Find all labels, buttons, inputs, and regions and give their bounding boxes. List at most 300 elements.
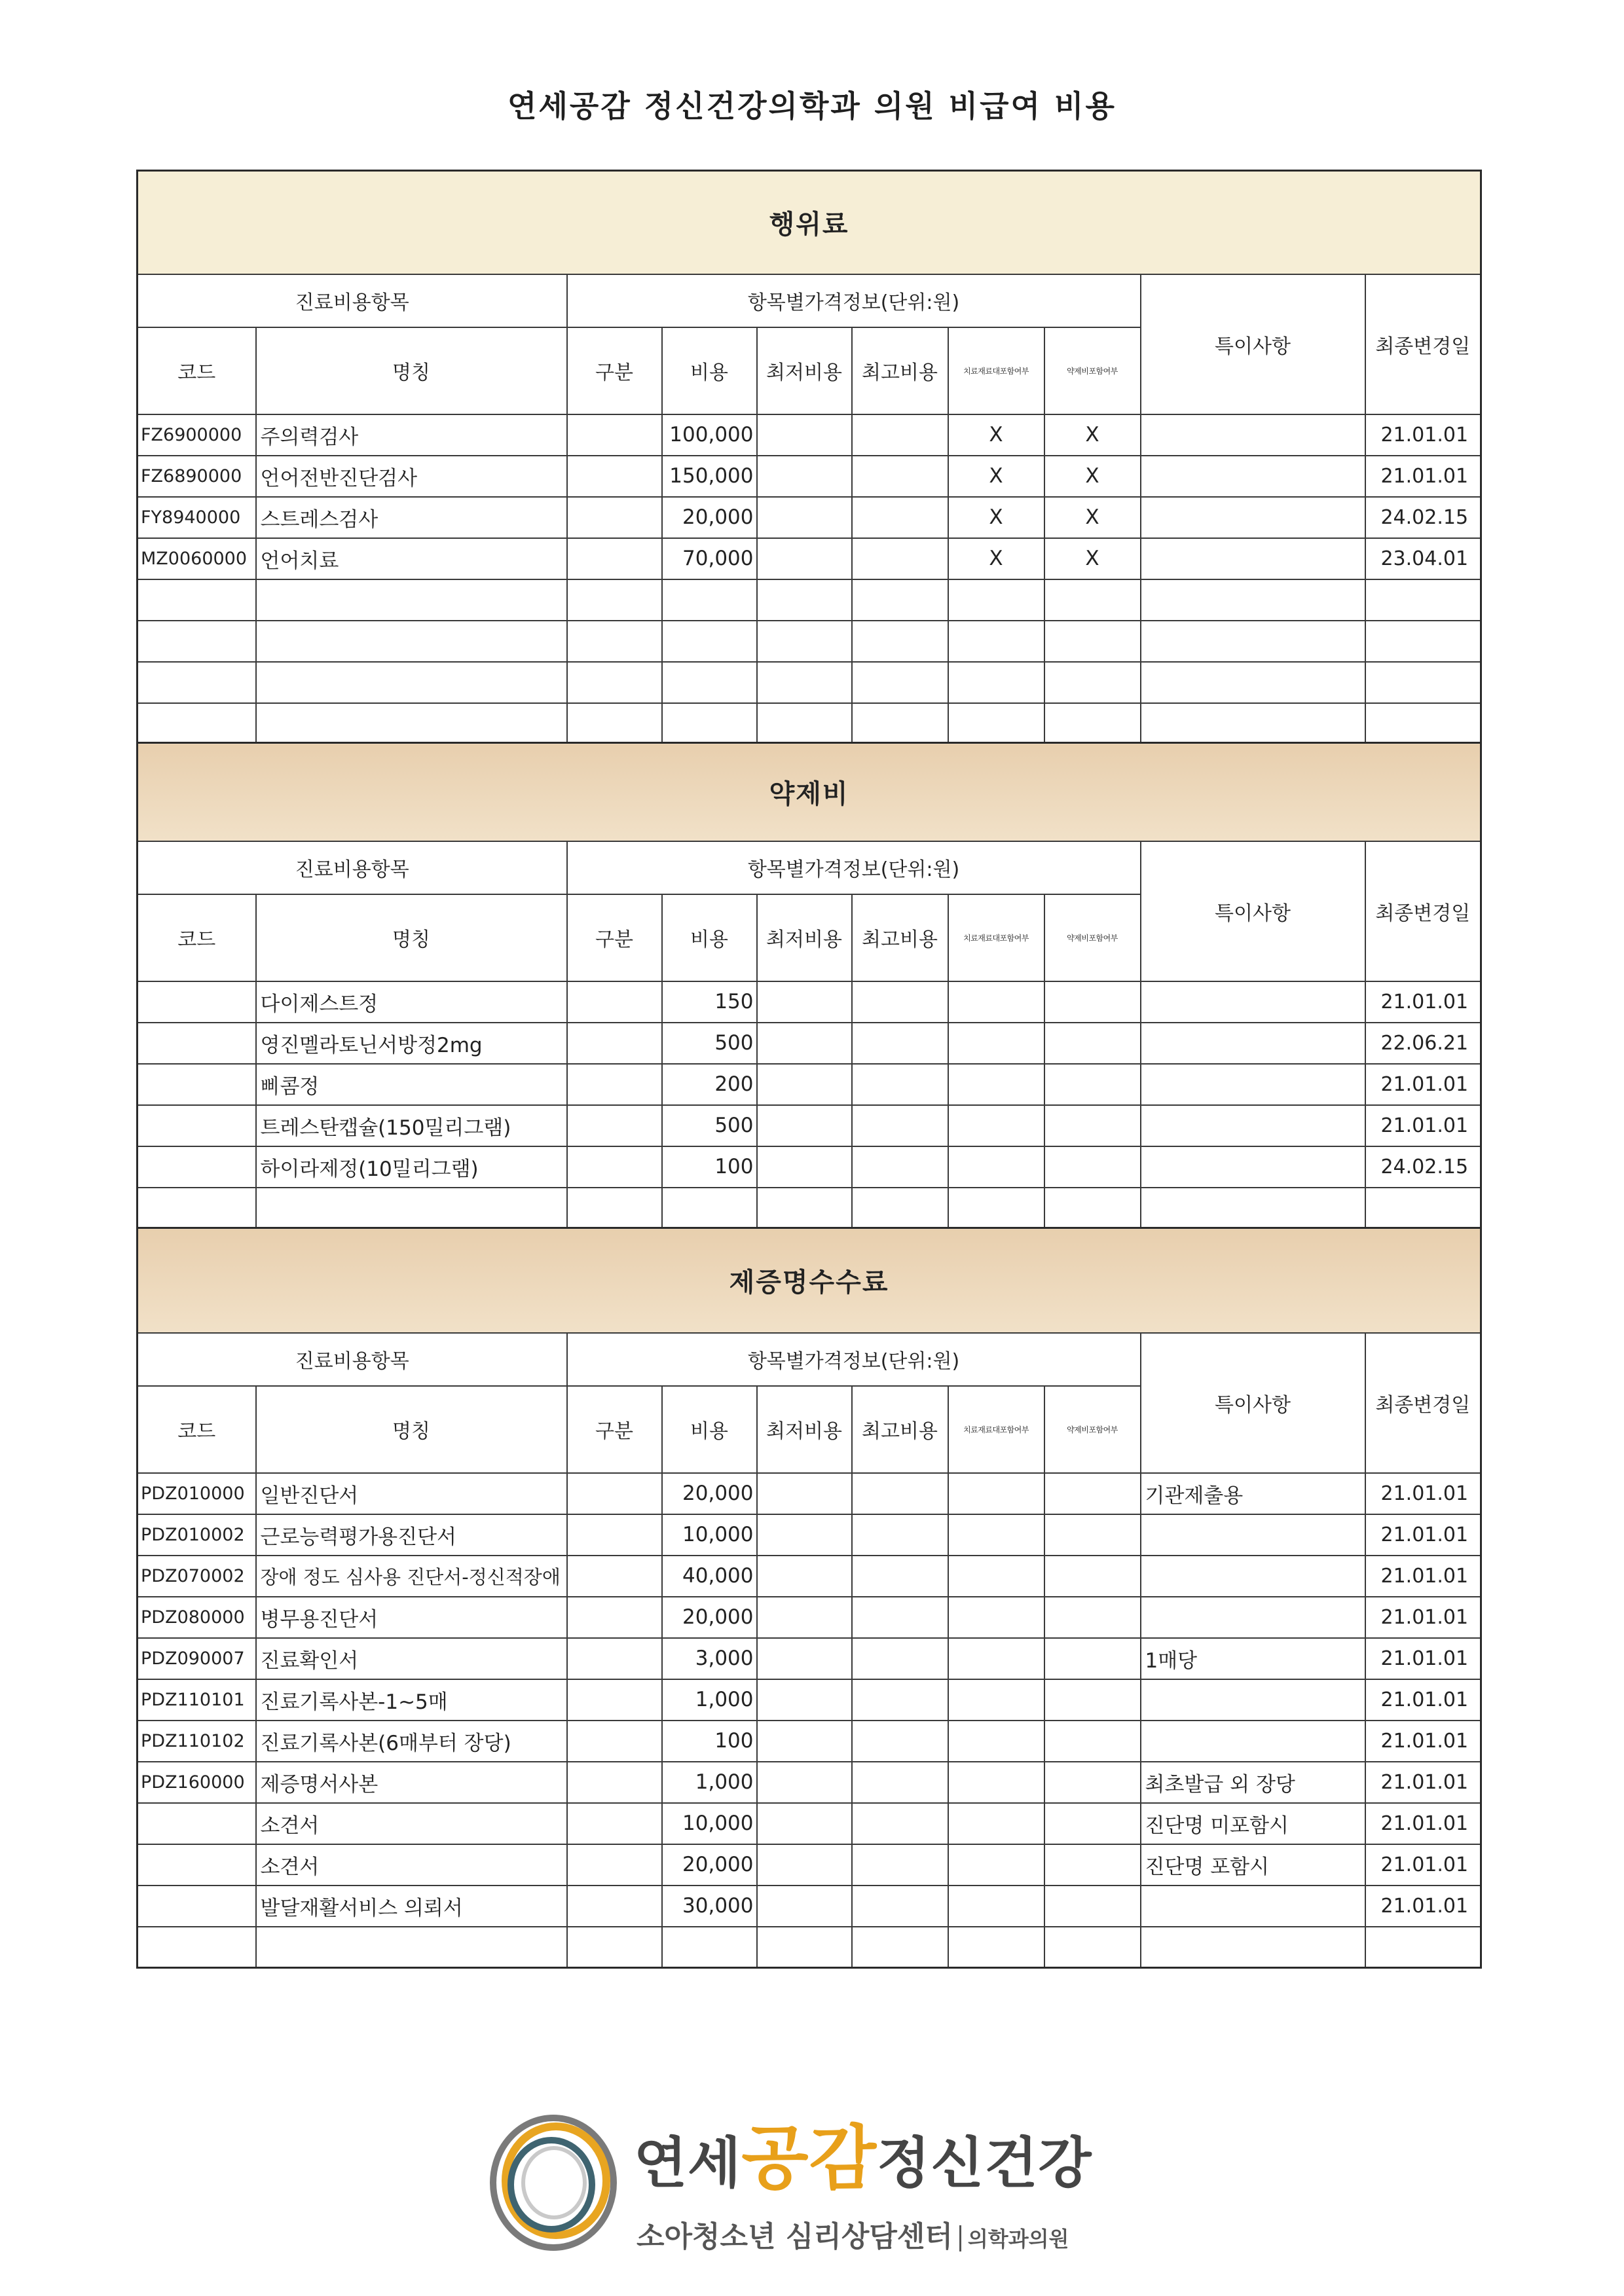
code-cell [138, 981, 256, 1023]
price-group-header: 항목별가격정보(단위:원) [567, 274, 1141, 327]
table-row-empty [138, 1927, 1481, 1968]
note-header: 특이사항 [1141, 1333, 1365, 1473]
table-row [138, 1514, 1481, 1556]
date-cell [1365, 621, 1481, 662]
drug-included-cell [1044, 662, 1141, 703]
category-cell [567, 456, 662, 497]
category-cell [567, 1638, 662, 1679]
name-cell: 영진멜라토닌서방정2mg [256, 1023, 567, 1064]
date-cell: 21.01.01 [1365, 1721, 1481, 1762]
max-cost-header: 최고비용 [852, 1386, 948, 1473]
code-cell: PDZ010002 [138, 1514, 256, 1556]
cost-header: 비용 [662, 894, 757, 981]
max-cost-cell [852, 1844, 948, 1886]
note-cell [1141, 981, 1365, 1023]
table-row [138, 414, 1481, 456]
max-cost-cell [852, 456, 948, 497]
item-group-header: 진료비용항목 [138, 274, 567, 327]
note-cell [1141, 1597, 1365, 1638]
max-cost-cell [852, 1638, 948, 1679]
material-included-cell [948, 1023, 1044, 1064]
category-cell [567, 981, 662, 1023]
table-row [138, 1597, 1481, 1638]
drug-included-cell: X [1044, 456, 1141, 497]
min-cost-cell [757, 1514, 852, 1556]
drug-included-cell [1044, 1597, 1141, 1638]
updated-header: 최종변경일 [1365, 841, 1481, 981]
cost-cell: 500 [662, 1105, 757, 1146]
max-cost-cell [852, 1105, 948, 1146]
name-cell [256, 703, 567, 744]
date-cell: 21.01.01 [1365, 1064, 1481, 1105]
min-cost-cell [757, 1638, 852, 1679]
code-cell: FZ6890000 [138, 456, 256, 497]
date-cell: 21.01.01 [1365, 1556, 1481, 1597]
drug-included-cell [1044, 981, 1141, 1023]
category-cell [567, 1473, 662, 1514]
cost-cell: 70,000 [662, 538, 757, 579]
cost-header: 비용 [662, 1386, 757, 1473]
min-cost-cell [757, 981, 852, 1023]
name-header: 명칭 [256, 327, 567, 414]
name-cell [256, 662, 567, 703]
material-included-cell [948, 1762, 1044, 1803]
name-header: 명칭 [256, 1386, 567, 1473]
item-group-header: 진료비용항목 [138, 841, 567, 894]
date-cell [1365, 579, 1481, 621]
code-cell [138, 579, 256, 621]
name-cell: 병무용진단서 [256, 1597, 567, 1638]
max-cost-cell [852, 579, 948, 621]
cost-cell: 100 [662, 1721, 757, 1762]
drug-included-cell [1044, 1473, 1141, 1514]
min-cost-cell [757, 538, 852, 579]
material-included-cell [948, 1146, 1044, 1188]
code-cell [138, 1064, 256, 1105]
note-header: 특이사항 [1141, 841, 1365, 981]
code-header: 코드 [138, 894, 256, 981]
cost-cell [662, 621, 757, 662]
category-header: 구분 [567, 894, 662, 981]
note-cell [1141, 1679, 1365, 1721]
date-cell: 21.01.01 [1365, 1473, 1481, 1514]
material-included-header: 치료재료대포함여부 [948, 327, 1044, 414]
min-cost-cell [757, 1803, 852, 1844]
max-cost-cell [852, 662, 948, 703]
material-included-cell [948, 1679, 1044, 1721]
date-cell [1365, 1188, 1481, 1229]
drug-included-cell [1044, 1844, 1141, 1886]
cost-cell: 20,000 [662, 1473, 757, 1514]
fee-table-certificates [136, 1227, 1482, 1969]
drug-included-cell [1044, 1188, 1141, 1229]
max-cost-cell [852, 1556, 948, 1597]
table-row [138, 1638, 1481, 1679]
date-cell: 21.01.01 [1365, 414, 1481, 456]
note-cell [1141, 1064, 1365, 1105]
drug-included-cell [1044, 1514, 1141, 1556]
min-cost-cell [757, 1679, 852, 1721]
code-cell [138, 662, 256, 703]
note-cell [1141, 1556, 1365, 1597]
name-cell [256, 1927, 567, 1968]
max-cost-cell [852, 981, 948, 1023]
code-cell: PDZ110101 [138, 1679, 256, 1721]
material-included-header: 치료재료대포함여부 [948, 894, 1044, 981]
code-cell: PDZ160000 [138, 1762, 256, 1803]
date-cell: 21.01.01 [1365, 1679, 1481, 1721]
table-row [138, 1064, 1481, 1105]
drug-included-cell [1044, 1679, 1141, 1721]
date-cell: 21.01.01 [1365, 1762, 1481, 1803]
max-cost-header: 최고비용 [852, 894, 948, 981]
fee-table-procedures [136, 170, 1482, 745]
max-cost-cell [852, 1146, 948, 1188]
max-cost-cell [852, 1721, 948, 1762]
section-band [138, 743, 1481, 841]
code-cell: PDZ090007 [138, 1638, 256, 1679]
cost-cell: 1,000 [662, 1679, 757, 1721]
max-cost-cell [852, 1762, 948, 1803]
note-cell [1141, 1105, 1365, 1146]
table-row [138, 1146, 1481, 1188]
category-cell [567, 662, 662, 703]
date-cell: 21.01.01 [1365, 981, 1481, 1023]
code-cell [138, 1105, 256, 1146]
cost-cell [662, 1927, 757, 1968]
cost-cell: 200 [662, 1064, 757, 1105]
note-cell [1141, 1514, 1365, 1556]
min-cost-cell [757, 1721, 852, 1762]
logo-name-part: 연세 [634, 2131, 742, 2195]
drug-included-cell: X [1044, 497, 1141, 538]
cost-cell: 20,000 [662, 1844, 757, 1886]
material-included-cell: X [948, 497, 1044, 538]
material-included-cell [948, 981, 1044, 1023]
category-header: 구분 [567, 327, 662, 414]
note-cell [1141, 456, 1365, 497]
logo-divider [959, 2225, 961, 2251]
drug-included-cell [1044, 579, 1141, 621]
note-cell: 기관제출용 [1141, 1473, 1365, 1514]
material-included-cell [948, 1188, 1044, 1229]
name-cell: 진료기록사본-1~5매 [256, 1679, 567, 1721]
note-cell [1141, 1023, 1365, 1064]
date-cell: 21.01.01 [1365, 1597, 1481, 1638]
category-cell [567, 1556, 662, 1597]
material-included-cell [948, 1105, 1044, 1146]
code-cell [138, 1844, 256, 1886]
code-cell: FY8940000 [138, 497, 256, 538]
material-included-cell: X [948, 414, 1044, 456]
max-cost-cell [852, 621, 948, 662]
note-cell [1141, 621, 1365, 662]
note-cell: 진단명 포함시 [1141, 1844, 1365, 1886]
cost-cell: 3,000 [662, 1638, 757, 1679]
category-cell [567, 1105, 662, 1146]
category-cell [567, 1597, 662, 1638]
name-cell: 주의력검사 [256, 414, 567, 456]
cost-cell: 150,000 [662, 456, 757, 497]
table-row [138, 1844, 1481, 1886]
cost-header: 비용 [662, 327, 757, 414]
max-cost-header: 최고비용 [852, 327, 948, 414]
material-included-cell [948, 1064, 1044, 1105]
code-cell: PDZ080000 [138, 1597, 256, 1638]
name-cell: 트레스탄캡슐(150밀리그램) [256, 1105, 567, 1146]
max-cost-cell [852, 1473, 948, 1514]
material-included-cell [948, 1803, 1044, 1844]
category-cell [567, 1679, 662, 1721]
max-cost-cell [852, 1886, 948, 1927]
drug-included-cell [1044, 1023, 1141, 1064]
category-cell [567, 703, 662, 744]
table-row-empty [138, 662, 1481, 703]
cost-cell [662, 703, 757, 744]
material-included-cell [948, 1514, 1044, 1556]
material-included-cell [948, 579, 1044, 621]
note-cell [1141, 1188, 1365, 1229]
drug-included-cell [1044, 1927, 1141, 1968]
material-included-cell [948, 1721, 1044, 1762]
name-cell [256, 579, 567, 621]
drug-included-cell [1044, 1638, 1141, 1679]
table-row-empty [138, 1188, 1481, 1229]
max-cost-cell [852, 1514, 948, 1556]
table-row [138, 1762, 1481, 1803]
name-cell: 근로능력평가용진단서 [256, 1514, 567, 1556]
price-group-header: 항목별가격정보(단위:원) [567, 1333, 1141, 1386]
min-cost-cell [757, 1597, 852, 1638]
note-cell [1141, 662, 1365, 703]
name-cell: 소견서 [256, 1803, 567, 1844]
min-cost-cell [757, 1146, 852, 1188]
table-row [138, 1473, 1481, 1514]
logo-name-part: 정신건강 [877, 2131, 1092, 2195]
material-included-cell [948, 1597, 1044, 1638]
category-cell [567, 1762, 662, 1803]
drug-included-cell [1044, 703, 1141, 744]
category-cell [567, 538, 662, 579]
note-header: 특이사항 [1141, 274, 1365, 414]
cost-cell: 30,000 [662, 1886, 757, 1927]
min-cost-cell [757, 579, 852, 621]
cost-cell: 10,000 [662, 1514, 757, 1556]
material-included-header: 치료재료대포함여부 [948, 1386, 1044, 1473]
date-cell [1365, 662, 1481, 703]
drug-included-cell [1044, 1146, 1141, 1188]
cost-cell: 100,000 [662, 414, 757, 456]
code-cell [138, 1023, 256, 1064]
code-header: 코드 [138, 1386, 256, 1473]
date-cell: 22.06.21 [1365, 1023, 1481, 1064]
section-band [138, 1228, 1481, 1333]
note-cell [1141, 1721, 1365, 1762]
note-cell [1141, 1146, 1365, 1188]
price-group-header: 항목별가격정보(단위:원) [567, 841, 1141, 894]
code-cell: PDZ110102 [138, 1721, 256, 1762]
max-cost-cell [852, 414, 948, 456]
date-cell: 21.01.01 [1365, 1886, 1481, 1927]
table-row [138, 981, 1481, 1023]
table-row [138, 538, 1481, 579]
name-cell: 언어전반진단검사 [256, 456, 567, 497]
code-cell: PDZ010000 [138, 1473, 256, 1514]
max-cost-cell [852, 538, 948, 579]
table-row [138, 456, 1481, 497]
cost-cell: 150 [662, 981, 757, 1023]
note-cell: 진단명 미포함시 [1141, 1803, 1365, 1844]
code-header: 코드 [138, 327, 256, 414]
max-cost-cell [852, 1064, 948, 1105]
logo-name-accent: 공감 [741, 2118, 877, 2198]
min-cost-cell [757, 621, 852, 662]
code-cell [138, 703, 256, 744]
material-included-cell [948, 1886, 1044, 1927]
note-cell [1141, 1886, 1365, 1927]
updated-header: 최종변경일 [1365, 1333, 1481, 1473]
name-cell: 발달재활서비스 의뢰서 [256, 1886, 567, 1927]
name-cell: 일반진단서 [256, 1473, 567, 1514]
cost-cell [662, 1188, 757, 1229]
note-cell [1141, 579, 1365, 621]
name-cell: 하이라제정(10밀리그램) [256, 1146, 567, 1188]
drug-included-header: 약제비포함여부 [1044, 1386, 1141, 1473]
max-cost-cell [852, 1803, 948, 1844]
drug-included-header: 약제비포함여부 [1044, 894, 1141, 981]
min-cost-cell [757, 1064, 852, 1105]
table-row [138, 497, 1481, 538]
min-cost-header: 최저비용 [757, 327, 852, 414]
min-cost-header: 최저비용 [757, 894, 852, 981]
note-cell [1141, 414, 1365, 456]
drug-included-cell: X [1044, 538, 1141, 579]
code-cell [138, 1803, 256, 1844]
category-cell [567, 1064, 662, 1105]
min-cost-cell [757, 1188, 852, 1229]
code-cell: MZ0060000 [138, 538, 256, 579]
material-included-cell [948, 1556, 1044, 1597]
drug-included-cell [1044, 1105, 1141, 1146]
category-cell [567, 1803, 662, 1844]
drug-included-cell: X [1044, 414, 1141, 456]
min-cost-cell [757, 703, 852, 744]
material-included-cell [948, 1844, 1044, 1886]
category-cell [567, 1146, 662, 1188]
max-cost-cell [852, 703, 948, 744]
date-cell: 23.04.01 [1365, 538, 1481, 579]
table-row [138, 1803, 1481, 1844]
max-cost-cell [852, 1188, 948, 1229]
table-row-empty [138, 621, 1481, 662]
min-cost-cell [757, 456, 852, 497]
code-cell [138, 1188, 256, 1229]
code-cell [138, 1146, 256, 1188]
date-cell: 21.01.01 [1365, 456, 1481, 497]
code-cell [138, 1886, 256, 1927]
min-cost-cell [757, 1762, 852, 1803]
name-cell: 언어치료 [256, 538, 567, 579]
drug-included-cell [1044, 1762, 1141, 1803]
cost-cell: 10,000 [662, 1803, 757, 1844]
name-cell [256, 1188, 567, 1229]
min-cost-cell [757, 662, 852, 703]
min-cost-cell [757, 1927, 852, 1968]
drug-included-cell [1044, 1886, 1141, 1927]
section-title: 약제비 [138, 743, 1481, 841]
header-row [138, 274, 1481, 327]
min-cost-header: 최저비용 [757, 1386, 852, 1473]
category-cell [567, 621, 662, 662]
name-cell: 진료기록사본(6매부터 장당) [256, 1721, 567, 1762]
section-title: 행위료 [138, 171, 1481, 274]
table-row [138, 1105, 1481, 1146]
section-band [138, 171, 1481, 274]
material-included-cell [948, 1927, 1044, 1968]
category-cell [567, 1721, 662, 1762]
date-cell: 21.01.01 [1365, 1844, 1481, 1886]
min-cost-cell [757, 1886, 852, 1927]
note-cell: 1매당 [1141, 1638, 1365, 1679]
drug-included-cell [1044, 1064, 1141, 1105]
logo-emblem-icon [488, 2113, 619, 2252]
table-row-empty [138, 703, 1481, 744]
name-cell: 삐콤정 [256, 1064, 567, 1105]
cost-cell: 1,000 [662, 1762, 757, 1803]
code-cell: FZ6900000 [138, 414, 256, 456]
category-cell [567, 1927, 662, 1968]
category-cell [567, 1023, 662, 1064]
name-cell [256, 621, 567, 662]
document-title: 연세공감 정신건강의학과 의원 비급여 비용 [507, 88, 1116, 124]
cost-cell: 20,000 [662, 497, 757, 538]
drug-included-cell [1044, 621, 1141, 662]
min-cost-cell [757, 1023, 852, 1064]
cost-cell: 20,000 [662, 1597, 757, 1638]
category-cell [567, 414, 662, 456]
material-included-cell [948, 1638, 1044, 1679]
min-cost-cell [757, 1556, 852, 1597]
header-row [138, 841, 1481, 894]
max-cost-cell [852, 1597, 948, 1638]
category-cell [567, 1886, 662, 1927]
date-cell: 21.01.01 [1365, 1803, 1481, 1844]
table-row [138, 1721, 1481, 1762]
category-header: 구분 [567, 1386, 662, 1473]
category-cell [567, 1844, 662, 1886]
cost-cell [662, 662, 757, 703]
table-row-empty [138, 579, 1481, 621]
code-cell [138, 621, 256, 662]
min-cost-cell [757, 1473, 852, 1514]
max-cost-cell [852, 1927, 948, 1968]
name-cell: 소견서 [256, 1844, 567, 1886]
min-cost-cell [757, 497, 852, 538]
note-cell [1141, 703, 1365, 744]
logo-subtitle-text: 소아청소년 심리상담센터 [637, 2220, 953, 2253]
logo-subtitle-suffix: 의학과의원 [967, 2227, 1069, 2251]
max-cost-cell [852, 1679, 948, 1721]
drug-included-header: 약제비포함여부 [1044, 327, 1141, 414]
date-cell [1365, 703, 1481, 744]
material-included-cell: X [948, 538, 1044, 579]
category-cell [567, 497, 662, 538]
logo-name [634, 2119, 1092, 2198]
min-cost-cell [757, 1844, 852, 1886]
name-cell: 진료확인서 [256, 1638, 567, 1679]
code-cell [138, 1927, 256, 1968]
note-cell [1141, 497, 1365, 538]
